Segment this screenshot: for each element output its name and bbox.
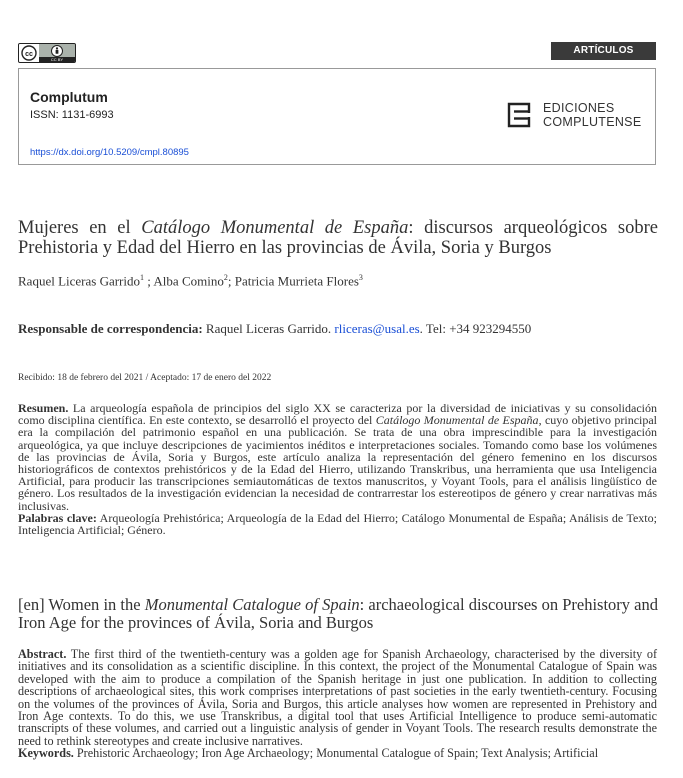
keywords-es: Arqueología Prehistórica; Arqueología de la Edad del Hierro; Catálogo Monumental de España; Análisis de Texto; Inteligencia Artificial; Género. <box>18 510 657 538</box>
ediciones-complutense-logo-icon <box>507 102 531 128</box>
correspondence-name: Raquel Liceras Garrido. <box>205 321 332 336</box>
author-name[interactable]: Patricia Murrieta Flores <box>234 273 359 289</box>
article-title: Mujeres en el Catálogo Monumental de España: discursos arqueológicos sobre Prehistoria y Edad del Hierro en las provincias de Ávila, Soria y Burgos <box>18 218 659 258</box>
abstract-es: Resumen. La arqueología española de principios del siglo XX se caracteriza por la diversidad de iniciativas y su consolidación como disciplina científica. En este contexto, se desarrolló el proyecto del Catálogo Monumental de España, cuyo objetivo principal era la compilación del patrimonio español en una publicación. Se trata de una obra imprescindible para la investigación arqueológica, ya que incluye descripciones de yacimientos inéditos e interpretaciones sociales. Tomando como base los volúmenes de las provincias de Ávila, Soria y Burgos, este artículo analiza la representación del género femenino en los discursos historiográficos de contextos prehistóricos y de la Edad del Hierro, utilizando Transkribus, una herramienta que usa Inteligencia Artificial, para producir las transcripciones semiautomáticas de textos manuscritos, y Voyant Tools, para el análisis lingüístico de género. Los resultados de la investigación evidencian la necesidad de contrarrestar los estereotipos de género y crear narrativas más inclusivas. Palabras clave: Arqueología Prehistórica; Arqueología de la Edad del Hierro; Catálogo Monumental de España; Análisis de Texto; Inteligencia Artificial; Género. <box>18 401 658 538</box>
journal-info-box <box>18 68 656 165</box>
cc-by-label: CC BY <box>39 57 75 62</box>
correspondence-line <box>18 321 531 337</box>
keywords-es-label: Palabras clave: <box>18 510 97 525</box>
doi-link[interactable]: https://dx.doi.org/10.5209/cmpl.80895 <box>30 147 189 158</box>
keywords-en-label: Keywords. <box>18 746 74 761</box>
correspondence-email-link[interactable]: rliceras@usal.es <box>334 321 420 336</box>
publisher <box>507 101 641 129</box>
journal-issn: ISSN: 1131-6993 <box>30 109 114 121</box>
received-accepted-dates: Recibido: 18 de febrero del 2021 / Aceptado: 17 de enero del 2022 <box>18 373 272 383</box>
correspondence-tel: . Tel: +34 923294550 <box>419 321 532 336</box>
abstract-en: Abstract. The first third of the twentieth-century was a golden age for Spanish Archaeology, characterised by the diversity of initiatives and its consolidation as a scientific discipline. In this context, the project of the Monumental Catalogue of Spain was developed with the aim to produce a compilation of the Spanish heritage in just one publication. In addition to collecting descriptions of archaeological sites, this work comprises interpretations of past societies in the early twentieth-century. Focusing on the volumes of the provinces of Ávila, Soria and Burgos, this article analyses how women are represented in Prehistory and Iron Age contexts. To do this, we use Transkribus, a digital tool that uses Artificial Intelligence to produce semi-automatic transcripts of these volumes, and carried out a linguistic analysis of gender in Voyant Tools. The research results demonstrate the need to rethink stereotypes and create inclusive narratives. Keywords. Prehistoric Archaeology; Iron Age Archaeology; Monumental Catalogue of Spain; Text Analysis; Artificial <box>18 647 657 761</box>
english-title: [en] Women in the Monumental Catalogue of Spain: archaeological discourses on Prehistory and Iron Age for the provinces of Ávila, Soria and Burgos <box>18 595 658 632</box>
section-label: ARTÍCULOS <box>551 42 656 60</box>
cc-icon <box>19 44 39 62</box>
author-name[interactable]: Raquel Liceras Garrido <box>18 273 141 289</box>
publisher-name-line2: COMPLUTENSE <box>543 115 642 129</box>
author-name[interactable]: Alba Comino <box>153 273 224 289</box>
correspondence-label: Responsable de correspondencia: <box>18 321 203 336</box>
publisher-name-line1: EDICIONES <box>543 101 615 115</box>
keywords-en: Prehistoric Archaeology; Iron Age Archaeology; Monumental Catalogue of Spain; Text Analysis; Artificial <box>73 746 599 761</box>
svg-text:cc: cc <box>25 51 33 58</box>
author-list: Raquel Liceras Garrido$^1$ ; Alba Comino$^2$; Patricia Murrieta Flores$^3$ <box>18 273 363 289</box>
journal-name: Complutum <box>30 89 108 105</box>
cc-by-license-badge[interactable] <box>18 43 76 63</box>
by-person-icon <box>50 45 64 57</box>
